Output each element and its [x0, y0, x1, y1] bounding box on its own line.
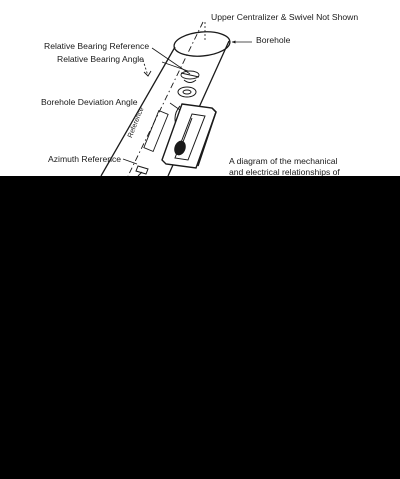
relative-bearing-angle-label: Relative Bearing Angle: [57, 54, 144, 64]
diagram-figure: [0, 0, 400, 176]
borehole-diagram: [0, 0, 400, 176]
relative-bearing-reference-label: Relative Bearing Reference: [44, 41, 150, 51]
borehole-deviation-angle-label: Borehole Deviation Angle: [41, 97, 138, 107]
borehole-label: Borehole: [256, 35, 291, 45]
occluded-region: [0, 176, 400, 479]
bottom-hardware: [136, 166, 148, 176]
reference-tab: [144, 111, 168, 152]
reference-tag-label: Reference: [126, 106, 146, 139]
upper-centralizer-label: Upper Centralizer & Swivel Not Shown: [211, 12, 359, 22]
caption-line-2: and electrical relationships of: [229, 167, 340, 176]
azimuth-reference-label: Azimuth Reference: [48, 154, 122, 164]
relative-bearing-marker: [143, 60, 199, 83]
instrument-frame: [162, 104, 216, 168]
figure-caption: [229, 156, 369, 176]
bearing-ring: [178, 87, 196, 97]
caption-line-1: A diagram of the mechanical: [229, 156, 338, 166]
